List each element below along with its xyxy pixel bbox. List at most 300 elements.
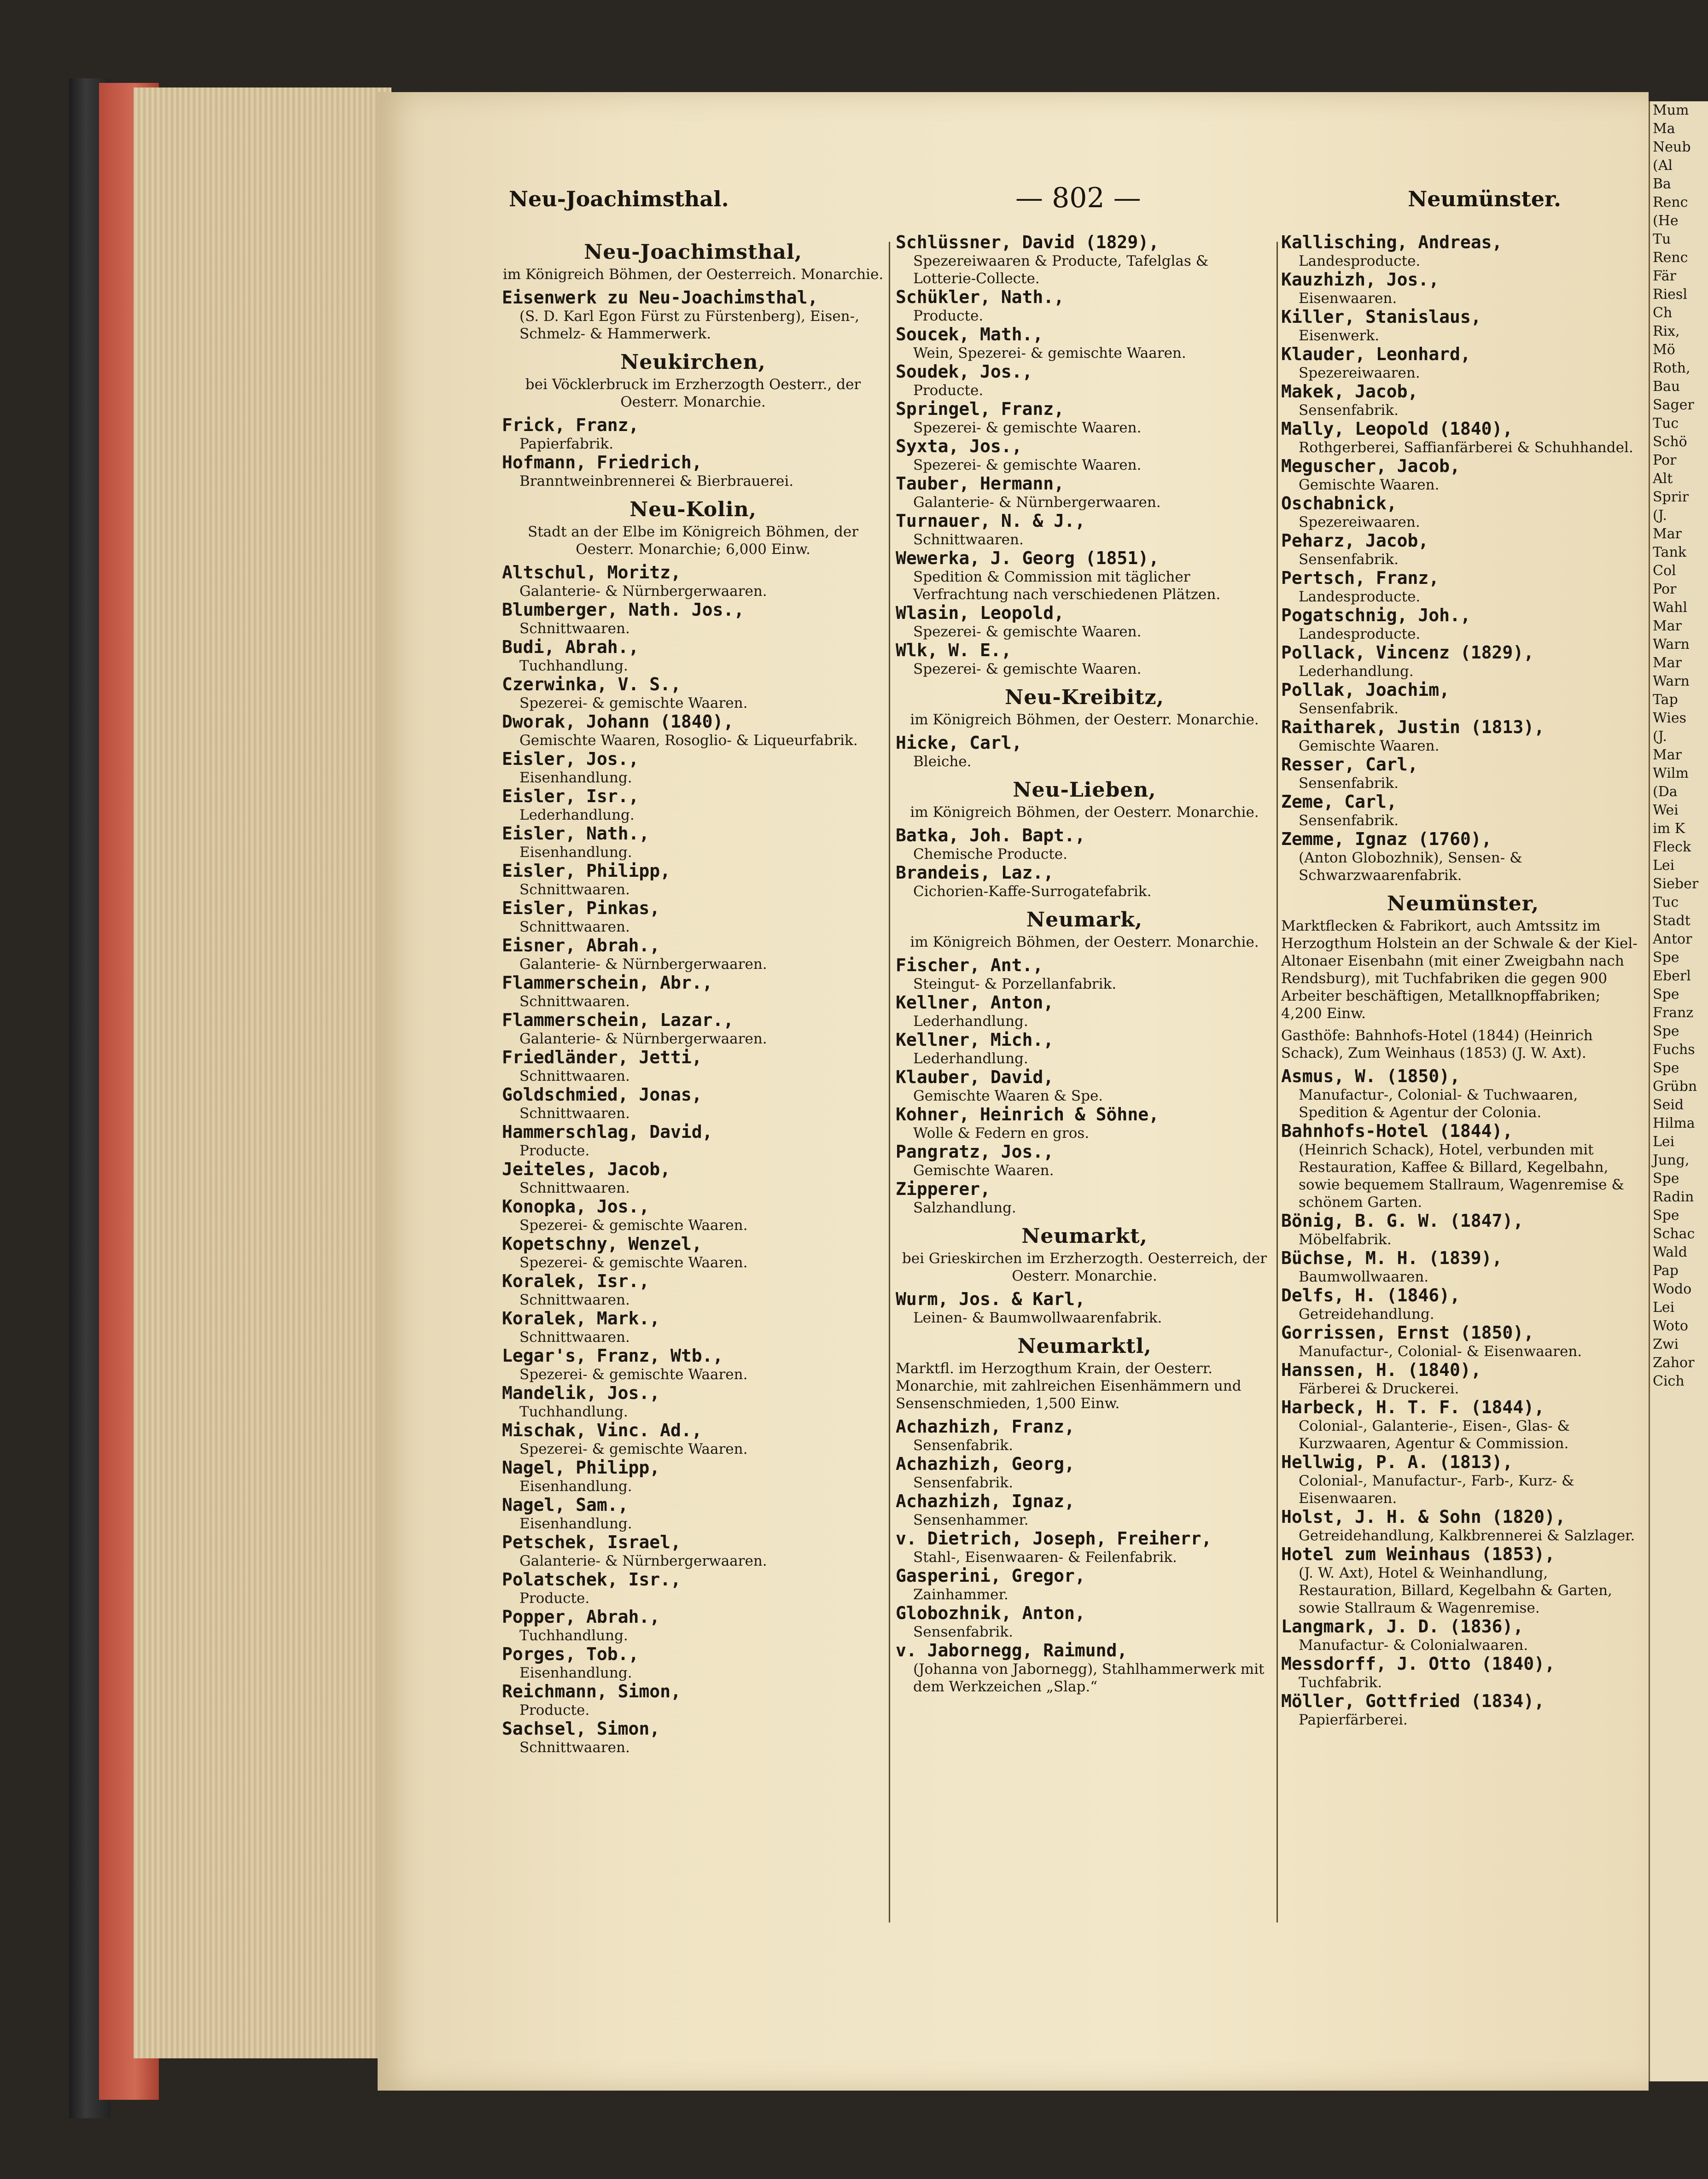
entry-description: Eisenhandlung. [519, 1665, 632, 1681]
next-page-text-fragment: Schö [1653, 434, 1687, 450]
entry-description: Bleiche. [913, 753, 972, 770]
next-page-text-fragment: Seid [1653, 1097, 1684, 1113]
entry-name: Peharz, Jacob, [1281, 530, 1429, 551]
entry-name: Fischer, Ant., [896, 955, 1043, 975]
next-page-text-fragment: Rix, [1653, 323, 1680, 339]
next-page-text-fragment: Warn [1653, 636, 1690, 653]
next-page-text-fragment: Lei [1653, 857, 1675, 874]
entry-description: Sensenfabrik. [1299, 551, 1399, 568]
entry-name: Raitharek, Justin (1813), [1281, 717, 1545, 737]
entry-name: Frick, Franz, [502, 415, 639, 435]
next-page-text-fragment: Fär [1653, 268, 1677, 284]
section-title: Neumarkt, [1021, 1224, 1148, 1248]
directory-entry [1281, 606, 1645, 643]
entry-description: Spedition & Commission mit täglicher Verfrachtung nach verschiedenen Plätzen. [913, 569, 1221, 603]
entry-description: Schnittwaaren. [519, 919, 630, 935]
column-rule-2 [1277, 242, 1278, 1923]
entry-name: Budi, Abrah., [502, 637, 639, 657]
entry-description: Färberei & Druckerei. [1299, 1381, 1459, 1397]
entry-name: Schükler, Nath., [896, 287, 1065, 307]
entry-name: Petschek, Israel, [502, 1532, 681, 1552]
directory-entry [1281, 1360, 1645, 1398]
entry-name: Goldschmied, Jonas, [502, 1084, 702, 1105]
directory-entry [896, 641, 1273, 678]
next-page-text-fragment: Grübn [1653, 1078, 1697, 1095]
entry-name: Dworak, Johann (1840), [502, 711, 734, 732]
directory-entry [896, 548, 1273, 603]
directory-entry [1281, 456, 1645, 494]
entry-description: Eisenhandlung. [519, 844, 632, 861]
directory-entry [1281, 270, 1645, 307]
section-description: Marktfl. im Herzogthum Krain, der Oesterr. Monarchie, mit zahlreichen Eisenhämmern und Sensenschmieden, 1,500 Einw. [896, 1360, 1242, 1412]
directory-entry [896, 1142, 1273, 1179]
next-page-text-fragment: Ma [1653, 121, 1675, 137]
entry-description: Cichorien-Kaffe-Surrogatefabrik. [913, 883, 1152, 900]
entry-name: Polatschek, Isr., [502, 1569, 681, 1590]
entry-description: Galanterie- & Nürnbergerwaaren. [519, 956, 767, 973]
section-description: im Königreich Böhmen, der Oesterreich. Monarchie. [502, 266, 884, 283]
entry-description: Schnittwaaren. [519, 881, 630, 898]
entry-name: Reichmann, Simon, [502, 1681, 681, 1701]
entry-description: Galanterie- & Nürnbergerwaaren. [519, 1553, 767, 1569]
entry-name: Eisler, Isr., [502, 786, 639, 806]
directory-entry [502, 1421, 884, 1458]
directory-entry [896, 1030, 1273, 1067]
entry-description: Sensenfabrik. [913, 1624, 1013, 1640]
next-page-text-fragment: Wahl [1653, 600, 1688, 616]
entry-name: Syxta, Jos., [896, 436, 1022, 456]
entry-name: Wewerka, J. Georg (1851), [896, 548, 1159, 568]
entry-name: Kellner, Mich., [896, 1030, 1054, 1050]
directory-entry [896, 1492, 1273, 1529]
section-description: Stadt an der Elbe im Königreich Böhmen, der Oesterr. Monarchie; 6,000 Einw. [527, 524, 859, 558]
entry-description: Eisenwerk. [1299, 327, 1380, 344]
directory-entry [896, 863, 1273, 900]
entry-name: Oschabnick, [1281, 493, 1397, 513]
entry-description: Spezerei- & gemischte Waaren. [913, 419, 1142, 436]
entry-description: Gemischte Waaren. [1299, 477, 1440, 493]
entry-name: Konopka, Jos., [502, 1196, 650, 1217]
entry-description: Producte. [519, 1590, 590, 1607]
entry-name: Hicke, Carl, [896, 733, 1022, 753]
directory-entry [1281, 419, 1645, 456]
entry-name: Wurm, Jos. & Karl, [896, 1289, 1085, 1309]
running-head-right: Neumünster. [1408, 186, 1561, 211]
section-description-extra: Gasthöfe: Bahnhofs-Hotel (1844) (Heinrich Schack), Zum Weinhaus (1853) (J. W. Axt). [1281, 1027, 1593, 1061]
next-page-text-fragment: Mar [1653, 526, 1682, 542]
next-page-text-fragment: Spe [1653, 1023, 1679, 1039]
entry-name: Tauber, Hermann, [896, 473, 1065, 494]
entry-description: Branntweinbrennerei & Bierbrauerei. [519, 473, 794, 489]
column-rule-1 [889, 242, 890, 1923]
section-heading [896, 1223, 1273, 1285]
directory-entry [1281, 494, 1645, 531]
section-description: im Königreich Böhmen, der Oesterr. Monarchie. [910, 804, 1259, 821]
directory-entry [896, 1289, 1273, 1327]
entry-description: Papierfärberei. [1299, 1712, 1408, 1728]
next-page-text-fragment: Mar [1653, 618, 1682, 634]
directory-entry [502, 1346, 884, 1383]
entry-name: Kohner, Heinrich & Söhne, [896, 1104, 1159, 1124]
column-2 [896, 233, 1273, 1695]
entry-name: Eisenwerk zu Neu-Joachimsthal, [502, 287, 818, 308]
directory-entry [502, 600, 884, 637]
next-page-text-fragment: Alt [1653, 471, 1673, 487]
entry-description: Schnittwaaren. [519, 1329, 630, 1346]
entry-name: Langmark, J. D. (1836), [1281, 1616, 1524, 1637]
entry-description: Spezerei- & gemischte Waaren. [519, 1217, 748, 1234]
page-number: — 802 — [1015, 182, 1141, 214]
next-page-fragment [1649, 101, 1708, 2081]
next-page-text-fragment: Col [1653, 563, 1676, 579]
directory-entry [1281, 1066, 1645, 1121]
section-title: Neu-Kolin, [630, 498, 757, 521]
entry-name: Eisler, Philipp, [502, 861, 671, 881]
page-header [509, 182, 1561, 214]
section-title: Neukirchen, [620, 350, 766, 374]
next-page-text-fragment: Ch [1653, 305, 1673, 321]
next-page-text-fragment: Roth, [1653, 360, 1691, 376]
directory-entry [502, 1458, 884, 1495]
entry-name: Eisler, Pinkas, [502, 898, 660, 918]
entry-description: Sensenfabrik. [1299, 402, 1399, 419]
next-page-text-fragment: Sieber [1653, 876, 1699, 892]
entry-name: Wlasin, Leopold, [896, 603, 1065, 623]
entry-description: Tuchhandlung. [519, 658, 628, 674]
entry-name: Batka, Joh. Bapt., [896, 825, 1085, 845]
entry-name: Flammerschein, Abr., [502, 973, 713, 993]
entry-name: Zipperer, [896, 1179, 991, 1199]
entry-description: Producte. [519, 1702, 590, 1719]
entry-description: Eisenhandlung. [519, 1478, 632, 1495]
next-page-text-fragment: Tap [1653, 692, 1678, 708]
directory-entry [1281, 1544, 1645, 1617]
entry-name: Schlüssner, David (1829), [896, 232, 1159, 252]
directory-entry [502, 936, 884, 973]
directory-entry [896, 437, 1273, 474]
entry-description: (Johanna von Jabornegg), Stahlhammerwerk mit dem Werkzeichen „Slap.“ [913, 1661, 1265, 1695]
directory-entry [1281, 344, 1645, 382]
entry-name: Nagel, Philipp, [502, 1457, 660, 1478]
next-page-text-fragment: Sprir [1653, 489, 1689, 505]
next-page-text-fragment: Mar [1653, 655, 1682, 671]
entry-description: Landesproducte. [1299, 626, 1421, 642]
entry-description: Tuchfabrik. [1299, 1674, 1382, 1691]
directory-entry [502, 749, 884, 787]
entry-description: Möbelfabrik. [1299, 1231, 1392, 1248]
next-page-text-fragment: Lei [1653, 1299, 1675, 1316]
entry-description: Spezerei- & gemischte Waaren. [519, 1254, 748, 1271]
directory-entry [502, 1309, 884, 1346]
directory-entry [1281, 1452, 1645, 1507]
entry-name: Jeiteles, Jacob, [502, 1159, 671, 1179]
entry-name: Harbeck, H. T. F. (1844), [1281, 1397, 1545, 1417]
next-page-text-fragment: Spe [1653, 1207, 1679, 1224]
section-title: Neu-Kreibitz, [1005, 686, 1164, 709]
next-page-text-fragment: Mö [1653, 342, 1675, 358]
entry-description: Schnittwaaren. [519, 1739, 630, 1756]
entry-description: Producte. [913, 382, 984, 399]
entry-description: Lederhandlung. [519, 807, 635, 823]
next-page-text-fragment: Sager [1653, 397, 1694, 413]
entry-name: Gasperini, Gregor, [896, 1566, 1085, 1586]
section-description: im Königreich Böhmen, der Oesterr. Monarchie. [910, 711, 1259, 728]
entry-name: Eisler, Jos., [502, 749, 639, 769]
entry-name: Achazhizh, Ignaz, [896, 1491, 1075, 1511]
entry-description: Spezereiwaaren. [1299, 514, 1420, 530]
directory-entry [502, 637, 884, 675]
entry-name: Möller, Gottfried (1834), [1281, 1691, 1545, 1711]
directory-entry [896, 474, 1273, 511]
section-title: Neumark, [1026, 908, 1143, 932]
section-description: Marktflecken & Fabrikort, auch Amtssitz im Herzogthum Holstein an der Schwale & der Kiel-Altonaer Eisenbahn (mit einer Zweigbahn nach Rendsburg), mit Tuchfabriken die gegen 900 Arbeiter beschäftigen, Metallknopffabriken; 4,200 Einw. [1281, 918, 1638, 1022]
next-page-text-fragment: Fuchs [1653, 1042, 1695, 1058]
entry-name: Zemme, Ignaz (1760), [1281, 829, 1492, 849]
entry-description: Rothgerberei, Saffianfärberei & Schuhhandel. [1299, 439, 1633, 456]
section-heading [896, 907, 1273, 951]
directory-entry [1281, 717, 1645, 755]
entry-description: (S. D. Karl Egon Fürst zu Fürstenberg), Eisen-, Schmelz- & Hammerwerk. [519, 308, 859, 342]
entry-name: Flammerschein, Lazar., [502, 1010, 734, 1030]
directory-entry [502, 1234, 884, 1271]
entry-description: Sensenfabrik. [1299, 812, 1399, 829]
directory-entry [502, 1682, 884, 1719]
next-page-text-fragment: Wies [1653, 710, 1687, 726]
directory-entry [1281, 568, 1645, 606]
directory-entry [896, 399, 1273, 437]
directory-entry [502, 1570, 884, 1607]
entry-name: Kellner, Anton, [896, 992, 1054, 1013]
next-page-text-fragment: Spe [1653, 1171, 1679, 1187]
directory-entry [1281, 1691, 1645, 1729]
directory-entry [1281, 1323, 1645, 1360]
next-page-text-fragment: Antor [1653, 931, 1692, 947]
next-page-text-fragment: Neub [1653, 139, 1691, 155]
entry-description: Schnittwaaren. [913, 531, 1024, 548]
entry-name: Zeme, Carl, [1281, 792, 1397, 812]
entry-name: Resser, Carl, [1281, 754, 1418, 775]
directory-entry [896, 1179, 1273, 1217]
entry-description: Schnittwaaren. [519, 620, 630, 637]
directory-entry [896, 1454, 1273, 1492]
next-page-text-fragment: Wodo [1653, 1281, 1692, 1297]
next-page-text-fragment: Wilm [1653, 765, 1689, 781]
directory-entry [502, 1048, 884, 1085]
entry-description: Spezerei- & gemischte Waaren. [519, 1366, 748, 1383]
entry-description: Baumwollwaaren. [1299, 1269, 1429, 1285]
entry-name: Makek, Jacob, [1281, 381, 1418, 402]
entry-name: Klauder, Leonhard, [1281, 344, 1471, 364]
directory-entry [1281, 382, 1645, 419]
entry-description: Lederhandlung. [913, 1050, 1028, 1067]
directory-entry [502, 563, 884, 600]
directory-entry [896, 233, 1273, 287]
directory-entry [502, 824, 884, 861]
directory-entry [502, 1197, 884, 1234]
entry-name: Wlk, W. E., [896, 640, 1012, 660]
next-page-text-fragment: Fleck [1653, 839, 1691, 855]
next-page-text-fragment: Ba [1653, 176, 1671, 192]
directory-entry [1281, 1248, 1645, 1286]
entry-description: Wein, Spezerei- & gemischte Waaren. [913, 345, 1186, 361]
directory-entry [1281, 829, 1645, 884]
entry-name: Hanssen, H. (1840), [1281, 1360, 1481, 1380]
entry-description: Galanterie- & Nürnbergerwaaren. [913, 494, 1161, 511]
next-page-text-fragment: Hilma [1653, 1115, 1695, 1131]
directory-entry [502, 1085, 884, 1122]
entry-description: Spezerei- & gemischte Waaren. [519, 695, 748, 711]
entry-description: Colonial-, Galanterie-, Eisen-, Glas- & Kurzwaaren, Agentur & Commission. [1299, 1418, 1570, 1452]
section-description: bei Vöcklerbruck im Erzherzogth Oesterr., der Oesterr. Monarchie. [525, 376, 861, 410]
entry-name: Kauzhizh, Jos., [1281, 269, 1440, 290]
section-description: bei Grieskirchen im Erzherzogth. Oesterreich, der Oesterr. Monarchie. [902, 1250, 1267, 1284]
entry-description: Gemischte Waaren. [1299, 738, 1440, 754]
next-page-text-fragment: im K [1653, 821, 1685, 837]
directory-entry [896, 511, 1273, 548]
entry-description: Eisenhandlung. [519, 1515, 632, 1532]
next-page-text-fragment: Jung, [1653, 1152, 1690, 1168]
entry-description: Landesproducte. [1299, 253, 1421, 269]
directory-entry [896, 1529, 1273, 1566]
entry-name: Popper, Abrah., [502, 1607, 660, 1627]
entry-name: Achazhizh, Georg, [896, 1454, 1075, 1474]
entry-name: Globozhnik, Anton, [896, 1603, 1085, 1623]
directory-entry [502, 1159, 884, 1197]
entry-description: Zainhammer. [913, 1586, 1008, 1603]
entry-name: Soudek, Jos., [896, 361, 1033, 382]
entry-name: Mischak, Vinc. Ad., [502, 1420, 702, 1440]
entry-name: Hellwig, P. A. (1813), [1281, 1452, 1513, 1472]
entry-name: Bönig, B. G. W. (1847), [1281, 1211, 1524, 1231]
entry-name: Asmus, W. (1850), [1281, 1066, 1460, 1086]
entry-description: Colonial-, Manufactur-, Farb-, Kurz- & Eisenwaaren. [1299, 1473, 1574, 1507]
entry-name: Killer, Stanislaus, [1281, 307, 1481, 327]
next-page-text-fragment: Pap [1653, 1263, 1679, 1279]
entry-description: Chemische Producte. [913, 846, 1067, 862]
directory-entry [1281, 1211, 1645, 1248]
directory-entry [1281, 792, 1645, 829]
entry-name: Springel, Franz, [896, 399, 1065, 419]
entry-name: Czerwinka, V. S., [502, 674, 681, 694]
entry-description: Manufactur- & Colonialwaaren. [1299, 1637, 1528, 1654]
entry-description: Sensenfabrik. [1299, 775, 1399, 792]
entry-description: Steingut- & Porzellanfabrik. [913, 976, 1117, 992]
entry-description: Eisenwaaren. [1299, 290, 1397, 307]
directory-entry [896, 955, 1273, 993]
directory-entry [502, 1010, 884, 1048]
entry-description: Lederhandlung. [1299, 663, 1414, 680]
entry-description: Gemischte Waaren. [913, 1162, 1054, 1179]
directory-entry [502, 1495, 884, 1532]
directory-entry [1281, 680, 1645, 717]
entry-name: Turnauer, N. & J., [896, 511, 1085, 531]
next-page-text-fragment: Tu [1653, 231, 1671, 247]
entry-description: Sensenfabrik. [913, 1474, 1013, 1491]
section-heading [502, 496, 884, 558]
entry-name: Messdorff, J. Otto (1840), [1281, 1654, 1555, 1674]
entry-description: Getreidehandlung. [1299, 1306, 1434, 1323]
entry-description: (Heinrich Schack), Hotel, verbunden mit Restauration, Kaffee & Billard, Kegelbahn, sowie bequemem Stallraum, Wagenremise & schönem Garten. [1299, 1142, 1624, 1211]
entry-name: Hammerschlag, David, [502, 1122, 713, 1142]
entry-name: Brandeis, Laz., [896, 862, 1054, 883]
entry-description: Spezereiwaaren. [1299, 365, 1420, 381]
next-page-text-fragment: Radin [1653, 1189, 1694, 1205]
directory-entry [502, 861, 884, 898]
section-heading [502, 349, 884, 411]
entry-name: Sachsel, Simon, [502, 1719, 660, 1739]
next-page-text-fragment: Spe [1653, 1060, 1679, 1076]
directory-entry [502, 1271, 884, 1309]
next-page-text-fragment: (J. [1653, 728, 1667, 745]
entry-name: Achazhizh, Franz, [896, 1416, 1075, 1437]
entry-description: Tuchhandlung. [519, 1627, 628, 1644]
directory-entry [502, 1607, 884, 1644]
section-description: im Königreich Böhmen, der Oesterr. Monarchie. [910, 934, 1259, 950]
next-page-text-fragment: Zahor [1653, 1355, 1695, 1371]
entry-description: Gemischte Waaren & Spe. [913, 1088, 1103, 1104]
entry-name: Koralek, Isr., [502, 1271, 650, 1291]
column-3 [1281, 233, 1645, 1729]
next-page-text-fragment: Warn [1653, 673, 1690, 689]
directory-entry [502, 415, 884, 453]
entry-description: Producte. [913, 308, 984, 324]
next-page-text-fragment: (He [1653, 213, 1679, 229]
entry-description: Schnittwaaren. [519, 1292, 630, 1308]
section-heading [502, 239, 884, 283]
directory-entry [1281, 1654, 1645, 1691]
entry-description: Tuchhandlung. [519, 1404, 628, 1420]
section-heading [896, 777, 1273, 821]
entry-name: Bahnhofs-Hotel (1844), [1281, 1121, 1513, 1141]
directory-entry [502, 973, 884, 1010]
directory-entry [896, 733, 1273, 770]
directory-entry [1281, 531, 1645, 568]
next-page-text-fragment: Schac [1653, 1226, 1695, 1242]
directory-entry [1281, 233, 1645, 270]
entry-description: Schnittwaaren. [519, 1105, 630, 1122]
next-page-text-fragment: Wei [1653, 802, 1679, 818]
next-page-text-fragment: (Al [1653, 157, 1673, 174]
entry-description: Wolle & Federn en gros. [913, 1125, 1090, 1142]
entry-name: Mandelik, Jos., [502, 1383, 660, 1403]
directory-entry [896, 1105, 1273, 1142]
entry-description: Eisenhandlung. [519, 769, 632, 786]
next-page-text-fragment: Stadt [1653, 913, 1691, 929]
next-page-text-fragment: Mar [1653, 747, 1682, 763]
entry-description: Spezerei- & gemischte Waaren. [913, 661, 1142, 677]
directory-entry [502, 675, 884, 712]
entry-description: Stahl-, Eisenwaaren- & Feilenfabrik. [913, 1549, 1177, 1566]
directory-entry [896, 603, 1273, 641]
directory-entry [896, 1067, 1273, 1105]
section-heading [896, 684, 1273, 728]
entry-name: Blumberger, Nath. Jos., [502, 600, 745, 620]
directory-entry [502, 1644, 884, 1682]
running-head-left: Neu-Joachimsthal. [509, 186, 729, 211]
entry-description: Schnittwaaren. [519, 1068, 630, 1084]
entry-description: Sensenhammer. [913, 1512, 1029, 1528]
entry-description: Leinen- & Baumwollwaarenfabrik. [913, 1310, 1162, 1326]
section-title: Neu-Lieben, [1013, 778, 1156, 802]
entry-name: Meguscher, Jacob, [1281, 456, 1460, 476]
entry-description: Spezerei- & gemischte Waaren. [913, 457, 1142, 473]
next-page-text-fragment: Woto [1653, 1318, 1688, 1334]
entry-name: Nagel, Sam., [502, 1495, 629, 1515]
directory-entry [896, 1417, 1273, 1454]
next-page-text-fragment: Spe [1653, 950, 1679, 966]
entry-name: v. Jabornegg, Raimund, [896, 1640, 1128, 1660]
next-page-text-fragment: (J. [1653, 507, 1667, 524]
